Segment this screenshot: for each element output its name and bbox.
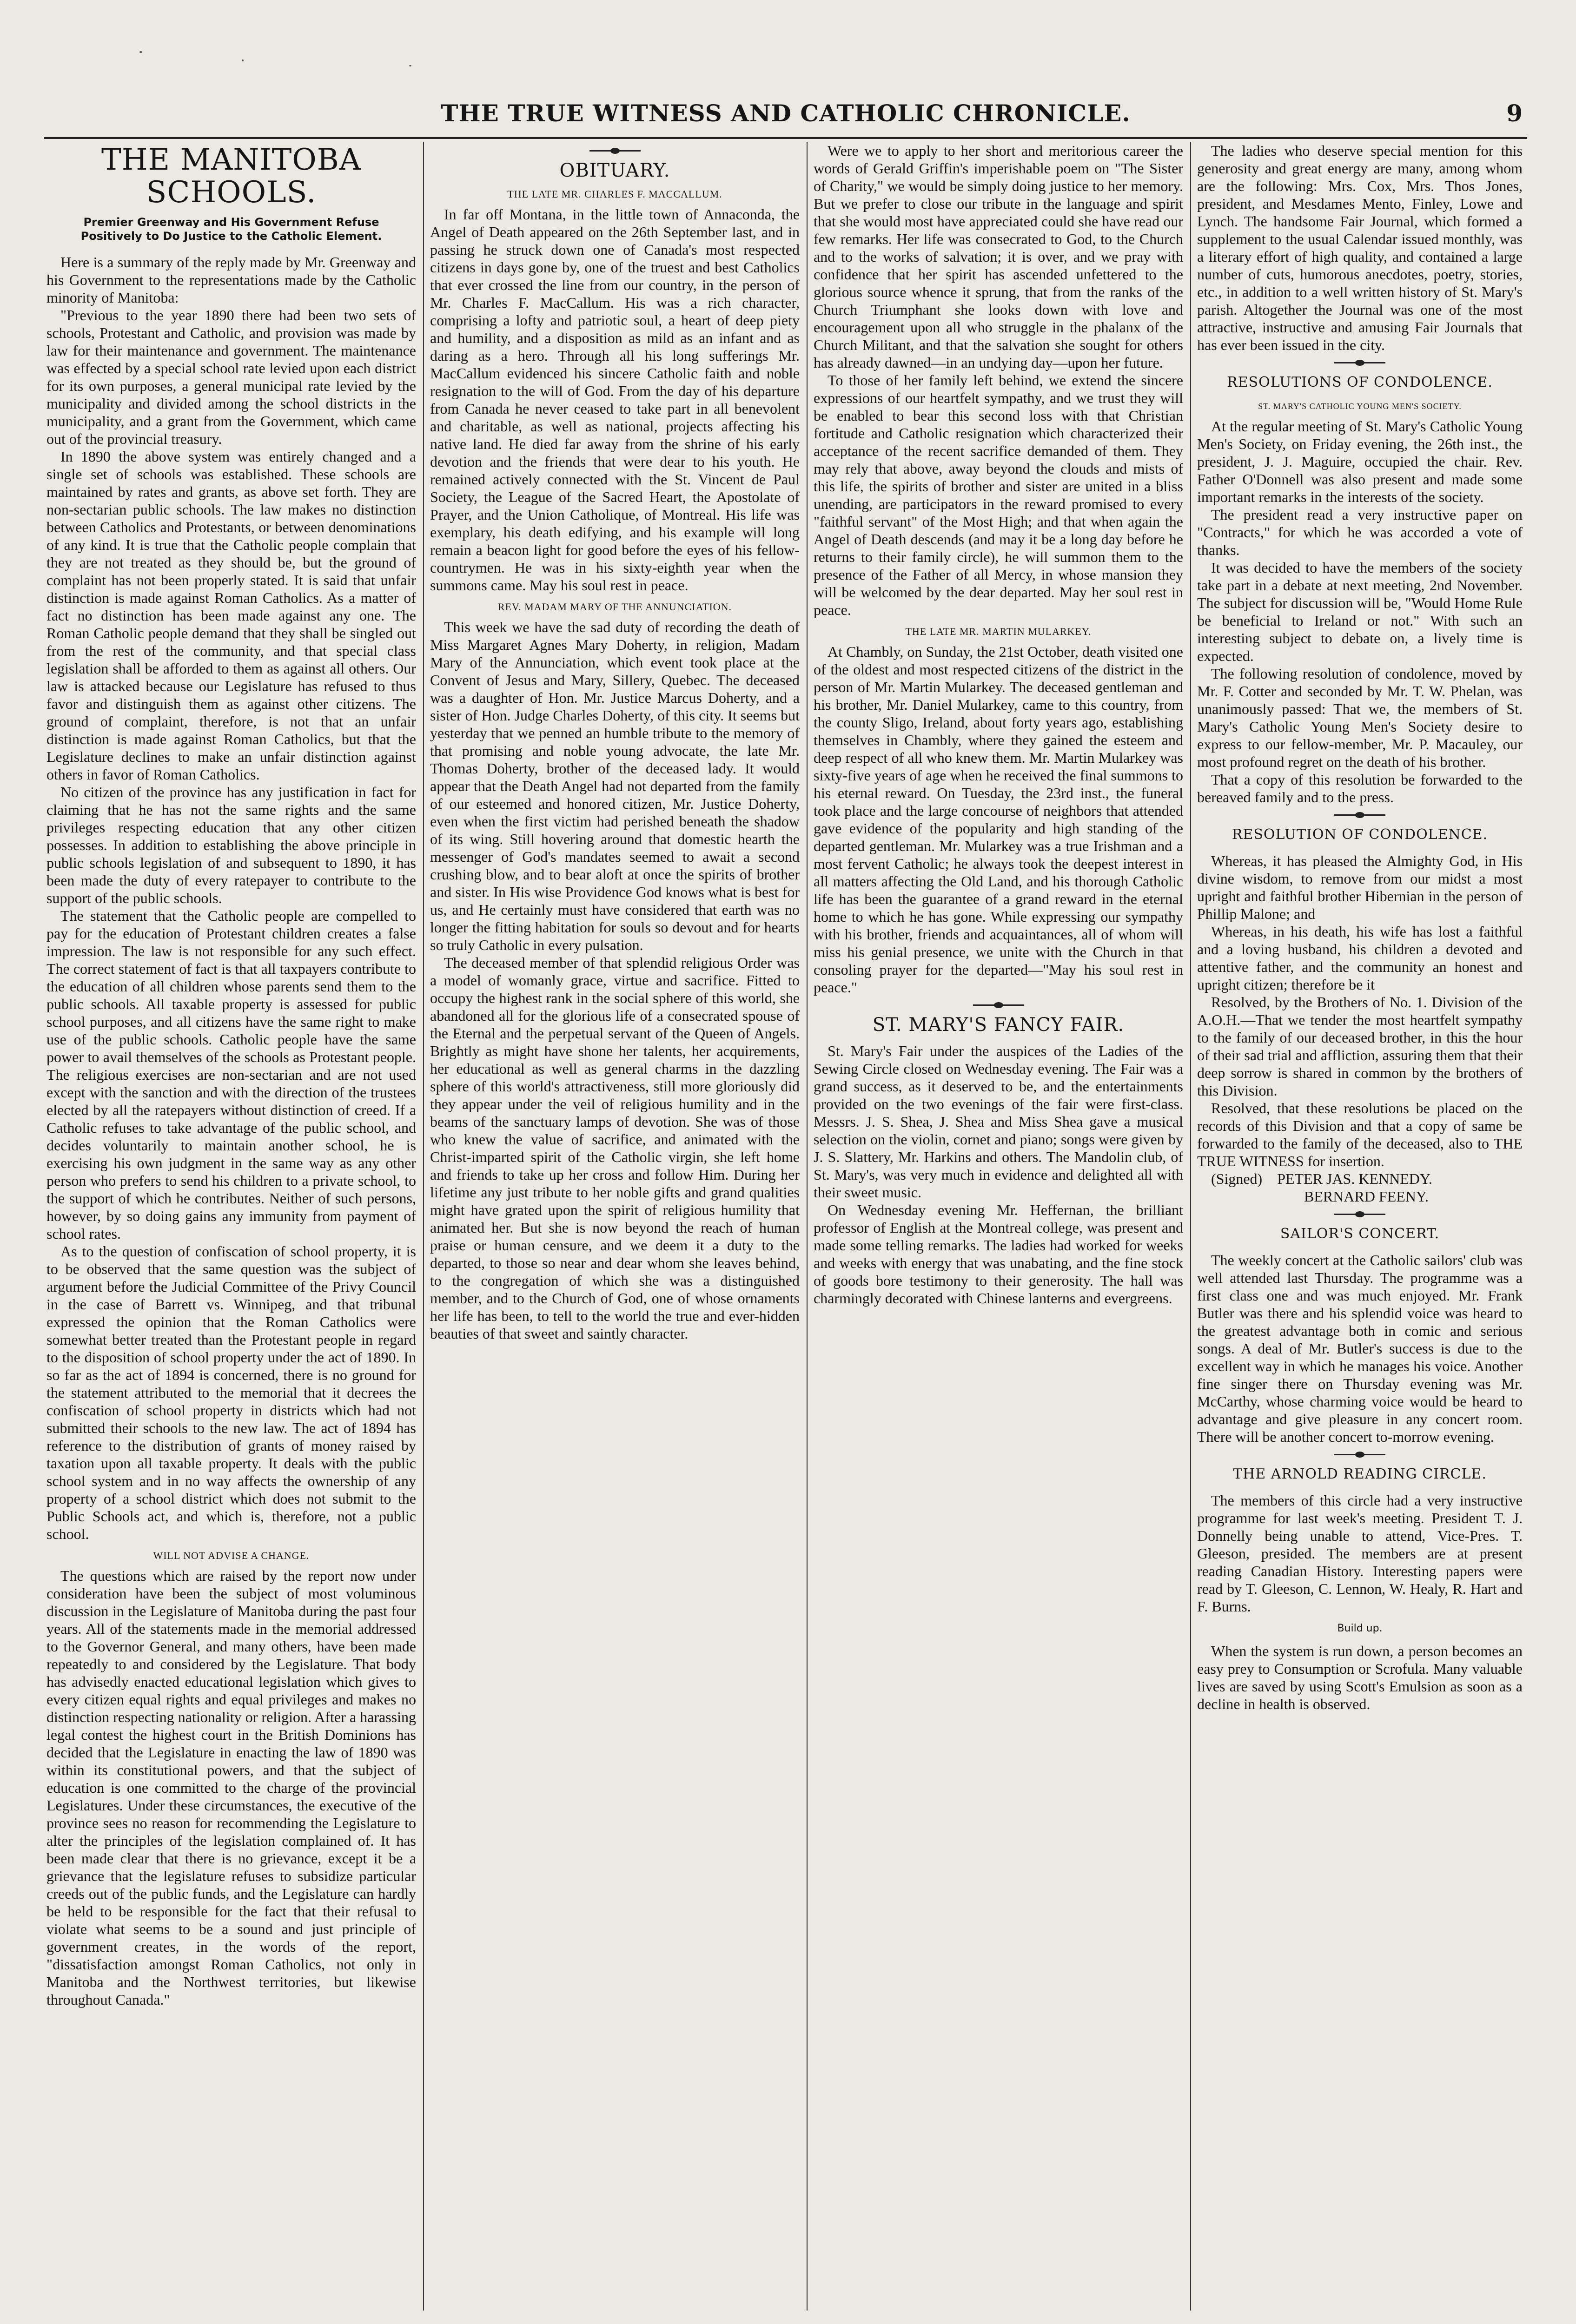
column-2 — [430, 142, 800, 2311]
article-headline: THE MANITOBA SCHOOLS. — [101, 143, 361, 210]
paragraph: St. Mary's Fair under the auspices of the Ladies of the Sewing Circle closed on Wednesday evening. The Fair was a grand success, as it deserved to be, and the entertainments provided on the two evenings of the fair were first-class. Messrs. J. S. Shea, J. Shea and Miss Shea gave a musical selection on the violin, cornet and piano; songs were given by J. S. Slattery, Mr. Harkins and others. The Mandolin club, of St. Mary's, was very much in evidence and delighted all with their sweet music. — [814, 1043, 1183, 1201]
paragraph: The statement that the Catholic people are compelled to pay for the education of Protestant children creates a false impression. The law is not responsible for any such effect. The correct statement of fact is that all taxpayers contribute to the education of all children whose parents send them to the public schools. All taxable property is assessed for public school purposes, and all citizens have the same right to make use of the public schools. Catholic people have the same power to avail themselves of the schools as Protestant people. The religious exercises are non-sectarian and are not used except with the sanction and with the direction of the trustees elected by all the ratepayers without distinction of creed. If a Catholic refuses to take advantage of the public school, and decides voluntarily to maintain another school, he is exercising his own judgment in the same way as any other person who prefers to send his children to a private school, to the support of which he contributes. Neither of such persons, however, by so doing gains any immunity from payment of school rates. — [46, 907, 416, 1242]
section-divider — [1334, 362, 1385, 363]
article-deck: Premier Greenway and His Government Refuse Positively to Do Justice to the Catholic Element. — [80, 216, 382, 243]
paragraph: In 1890 the above system was entirely changed and a single set of schools was established. These schools are maintained by rates and grants, as above set forth. They are non-sectarian public schools. The law makes no distinction between Catholics and Protestants, or between denominations of any kind. It is true that the Catholic people complain that they are not treated as they should be, but the ground of complaint has not been properly stated. It is said that unfair distinction is made against Roman Catholics. As a matter of fact no distinction has been made against any one. The Roman Catholic people demand that they shall be singled out from the rest of the community, and that special class legislation shall be afforded to them as against all others. Our law is attacked because our Legislature has refused to thus favor and distinguish them as against other citizens. The ground of complaint, therefore, is not that an unfair distinction is made against Roman Catholics, but that the Legislature declines to make an unfair distinction against others in favor of Roman Catholics. — [46, 448, 416, 783]
section-subhead: Build up. — [1337, 1623, 1383, 1634]
paragraph: Resolved, that these resolutions be placed on the records of this Division and that a copy of same be forwarded to the family of the deceased, also to THE TRUE WITNESS for insertion. — [1197, 1100, 1523, 1169]
paragraph: At the regular meeting of St. Mary's Catholic Young Men's Society, on Friday evening, the 26th inst., the president, J. J. Maguire, occupied the chair. Rev. Father O'Donnell was also present and made some important remarks in the interests of the society. — [1197, 418, 1523, 505]
signature-block — [1197, 1170, 1523, 1188]
paragraph: Were we to apply to her short and meritorious career the words of Gerald Griffin's imperishable poem on "The Sister of Charity," we would be simply doing justice to her memory. But we prefer to close our tribute in the language and spirit that she would most have appreciated could she have read our few remarks. Her life was consecrated to God, to the Church and to the works of salvation; it is over, and we pray with confidence that her spirit has ascended unfettered to the glorious source whence it sprung, that from the ranks of the Church Triumphant she looks down with love and encouragement upon all who struggle in the phalanx of the Church Militant, and that the salvation she sought for others has already dawned—in an undying day—upon her future. — [814, 142, 1183, 371]
section-heading: THE ARNOLD READING CIRCLE. — [1233, 1466, 1487, 1482]
paragraph: This week we have the sad duty of recording the death of Miss Margaret Agnes Mary Doherty, in religion, Madam Mary of the Annunciation, which event took place at the Convent of Jesus and Mary, Sillery, Quebec. The deceased was a daughter of Hon. Mr. Justice Marcus Doherty, and a sister of Hon. Judge Charles Doherty, of this city. It seems but yesterday that we penned an humble tribute to the memory of that promising and noble young advocate, the late Mr. Thomas Doherty, brother of the deceased lady. It would appear that the Death Angel had not departed from the family of our esteemed and honored citizen, Mr. Justice Doherty, even when the first victim had perished beneath the shadow of its wing. Still hovering around that domestic hearth the messenger of God's mandates seemed to await a second crushing blow, and to bear aloft at once the spirits of brother and sister. In His wise Providence God knows what is best for us, and He certainly must have considered that earth was no longer the fitting habitation for souls so devout and for hearts so truly Catholic in every pulsation. — [430, 619, 800, 953]
column-rule — [807, 142, 808, 2311]
paragraph: The weekly concert at the Catholic sailors' club was well attended last Thursday. The programme was a first class one and was much enjoyed. Mr. Frank Butler was there and his splendid voice was heard to the greatest advantage both in comic and serious songs. A deal of Mr. Butler's success is due to the excellent way in which he manages his voice. Another fine singer there on Thursday evening was Mr. McCarthy, whose charming voice would be heard to advantage and give pleasure in any concert room. There will be another concert to-morrow evening. — [1197, 1252, 1523, 1445]
paragraph: No citizen of the province has any justification in fact for claiming that he has not the same rights and the same privileges respecting education that any other citizen possesses. In addition to establishing the above principle in public schools legislation of and subsequent to 1890, it has been made the duty of every ratepayer to contribute to the support of the public schools. — [46, 784, 416, 906]
paragraph: When the system is run down, a person becomes an easy prey to Consumption or Scrofula. Many valuable lives are saved by using Scott's Emulsion as soon as a decline in health is observed. — [1197, 1643, 1523, 1712]
paragraph: Whereas, in his death, his wife has lost a faithful and a loving husband, his children a devoted and attentive father, and the community an honest and upright citizen; therefore be it — [1197, 923, 1523, 993]
section-heading: RESOLUTIONS OF CONDOLENCE. — [1227, 374, 1493, 390]
paragraph: The ladies who deserve special mention for this generosity and great energy are many, among whom are the following: Mrs. Cox, Mrs. Thos Jones, president, and Mesdames Mento, Finley, Lowe and Lynch. The handsome Fair Journal, which formed a supplement to the usual Calendar issued monthly, was a literary effort of high quality, and contained a large number of cuts, humorous anecdotes, poetry, stories, etc., in addition to a well written history of St. Mary's parish. Altogether the Journal was one of the most attractive, instructive and amusing Fair Journals that has ever been issued in the city. — [1197, 142, 1523, 353]
page-number: 9 — [1506, 99, 1523, 127]
masthead — [44, 93, 1527, 139]
section-subhead: REV. MADAM MARY OF THE ANNUNCIATION. — [497, 601, 732, 613]
section-heading: OBITUARY. — [559, 160, 670, 181]
column-1 — [46, 142, 416, 2311]
newspaper-title: THE TRUE WITNESS AND CATHOLIC CHRONICLE. — [441, 99, 1131, 127]
paragraph: Resolved, by the Brothers of No. 1. Division of the A.O.H.—That we tender the most heartfelt sympathy to the family of our deceased brother, in this the hour of their sad trial and affliction, assuring them that their deep sorrow is shared in common by the brothers of this Division. — [1197, 994, 1523, 1099]
section-subhead: THE LATE MR. MARTIN MULARKEY. — [905, 626, 1092, 637]
paragraph: The members of this circle had a very instructive programme for last week's meeting. President T. J. Donnelly being unable to attend, Vice-Pres. T. Gleeson, presided. The members are at present reading Canadian History. Interesting papers were read by T. Gleeson, C. Lennon, W. Healy, R. Hart and F. Burns. — [1197, 1492, 1523, 1615]
paragraph: In far off Montana, in the little town of Annaconda, the Angel of Death appeared on the 26th September last, and in passing he struck down one of Canada's most respected citizens in days gone by, one of the truest and best Catholics that ever crossed the line from our country, in the person of Mr. Charles F. MacCallum. His was a rich character, comprising a lofty and patriotic soul, a heart of deep piety and humility, and a disposition as mild as an infant and as daring as a hero. Through all his long sufferings Mr. MacCallum evidenced his sincere Catholic faith and noble resignation to the will of God. From the day of his departure from Canada he never ceased to take part in all benevolent and charitable, as well as national, projects affecting his native land. He died far away from the shrine of his early devotion and the friends that were dear to his youth. He remained actively connected with the St. Vincent de Paul Society, the League of the Sacred Heart, the Apostolate of Prayer, and the Union Catholique, of Montreal. His life was exemplary, his death edifying, and his example will long remain a beacon light for good before the eyes of his fellow-countrymen. He was in his sixty-eighth year when the summons came. May his soul rest in peace. — [430, 206, 800, 594]
signature-block — [1197, 1188, 1523, 1205]
print-speck — [409, 65, 411, 66]
column-4 — [1197, 142, 1523, 2311]
section-heading: ST. MARY'S FANCY FAIR. — [872, 1014, 1125, 1036]
section-heading: SAILOR'S CONCERT. — [1280, 1226, 1440, 1242]
signer-name: BERNARD FEENY. — [1304, 1188, 1429, 1205]
paragraph: Here is a summary of the reply made by Mr. Greenway and his Government to the representations made by the Catholic minority of Manitoba: — [46, 254, 416, 306]
paragraph: It was decided to have the members of the society take part in a debate at next meeting, 2nd November. The subject for discussion will be, "Would Home Rule be beneficial to Ireland or not." With such an interesting subject to debate on, a lively time is expected. — [1197, 559, 1523, 664]
paragraph: Whereas, it has pleased the Almighty God, in His divine wisdom, to remove from our midst a most upright and faithful brother Hibernian in the person of Phillip Malone; and — [1197, 852, 1523, 922]
section-heading: RESOLUTION OF CONDOLENCE. — [1232, 826, 1488, 843]
paragraph: The president read a very instructive paper on "Contracts," for which he was accorded a vote of thanks. — [1197, 506, 1523, 558]
section-divider — [1334, 1454, 1385, 1455]
section-subhead: WILL NOT ADVISE A CHANGE. — [153, 1550, 310, 1561]
column-rule — [1190, 142, 1191, 2311]
section-divider — [1334, 1214, 1385, 1215]
section-divider — [589, 150, 641, 152]
print-speck — [139, 51, 142, 53]
column-rule — [423, 142, 424, 2311]
paragraph: The questions which are raised by the report now under consideration have been the subject of most voluminous discussion in the Legislature of Manitoba during the past four years. All of the statements made in the memorial addressed to the Governor General, and many others, have been made repeatedly to and considered by the Legislature. That body has advisedly enacted educational legislation which gives to every citizen equal rights and equal privileges and makes no distinction respecting nationality or religion. After a harassing legal contest the highest court in the British Dominions has decided that the Legislature in enacting the law of 1890 was within its constitutional powers, and that the subject of education is one committed to the charge of the provincial Legislatures. Under these circumstances, the executive of the province sees no reason for recommending the Legislature to alter the principles of the legislation complained of. It has been made clear that there is no grievance, except it be a grievance that the legislature refuses to subsidize particular creeds out of the public funds, and the Legislature can hardly be held to be responsible for the fact that their refusal to violate what seems to be a sound and just principle of government creates, in the words of the report, "dissatisfaction amongst Roman Catholics, not only in Manitoba and the Northwest territories, but likewise throughout Canada." — [46, 1567, 416, 2008]
paragraph: The deceased member of that splendid religious Order was a model of womanly grace, virtue and sacrifice. Fitted to occupy the highest rank in the social sphere of this world, she abandoned all for the glorious life of a consecrated spouse of the Eternal and the perpetual servant of the Queen of Angels. Brightly as might have shone her talents, her acquirements, her educational as well as general charms in the dazzling sphere of this world's attractiveness, still more gloriously did they appear under the veil of religious humility and in the beams of the sanctuary lamps of devotion. She was of those who knew the value of sacrifice, and animated with the Christ-imparted spirit of the Catholic virgin, she left home and friends to take up her cross and follow Him. During her lifetime any just tribute to her noble gifts and grand qualities might have grated upon the spirit of religious humility that animated her. But she is now beyond the reach of human praise or human censure, and we deem it a duty to the departed, to those so near and dear whom she leaves behind, to the congregation of which she was a distinguished member, and to the Church of God, one of whose ornaments her life has been, to tell to the world the true and ever-hidden beauties of that sweet and saintly character. — [430, 954, 800, 1342]
print-speck — [242, 59, 244, 61]
section-divider — [1334, 814, 1385, 816]
signed-label: (Signed) — [1211, 1170, 1263, 1187]
section-subhead: ST. MARY'S CATHOLIC YOUNG MEN'S SOCIETY. — [1258, 402, 1462, 411]
section-divider — [973, 1004, 1024, 1006]
paragraph: That a copy of this resolution be forwarded to the bereaved family and to the press. — [1197, 771, 1523, 805]
paragraph: On Wednesday evening Mr. Heffernan, the brilliant professor of English at the Montreal college, was present and made some telling remarks. The ladies had worked for weeks and weeks with energy that was unabating, and the fine stock of goods bore testimony to their generosity. The hall was charmingly decorated with Chinese lanterns and evergreens. — [814, 1202, 1183, 1307]
paragraph: As to the question of confiscation of school property, it is to be observed that the same question was the subject of argument before the Judicial Committee of the Privy Council in the case of Barrett vs. Winnipeg, and that tribunal expressed the opinion that the Roman Catholics were somewhat better treated than the Protestant people in regard to the disposition of school property under the act of 1890. In so far as the act of 1894 is concerned, there is no ground for the statement attributed to the memorial that it decrees the confiscation of school property in districts which had not submitted their schools to the new law. The act of 1894 has reference to the distribution of grants of money raised by taxation upon all taxable property. It deals with the public school system and in no way affects the ownership of any property of a school district which does not submit to the Public Schools act, and which is, therefore, not a public school. — [46, 1243, 416, 1542]
section-subhead: THE LATE MR. CHARLES F. MACCALLUM. — [507, 188, 722, 200]
paragraph: The following resolution of condolence, moved by Mr. F. Cotter and seconded by Mr. T. W. Phelan, was unanimously passed: That we, the members of St. Mary's Catholic Young Men's Society desire to express to our fellow-member, Mr. P. Macauley, our most profound regret on the death of his brother. — [1197, 665, 1523, 770]
signer-name: PETER JAS. KENNEDY. — [1277, 1170, 1432, 1187]
paragraph: "Previous to the year 1890 there had been two sets of schools, Protestant and Catholic, and provision was made by law for their maintenance and government. The maintenance was effected by a special school rate levied upon each district for its own purposes, a general municipal rate levied by the municipality and divided among the school districts in the municipality, and a grant from the Government, which came out of the provincial treasury. — [46, 307, 416, 447]
column-3 — [814, 142, 1183, 2311]
paragraph: To those of her family left behind, we extend the sincere expressions of our heartfelt sympathy, and we trust they will be enabled to bear this second loss with that Christian fortitude and Catholic resignation which characterized their acceptance of the recent sacrifice demanded of them. They may rely that above, away beyond the clouds and mists of this life, the spirits of brother and sister are united in a bliss unending, are participators in the reward promised to every "faithful servant" of the Most High; and that when again the Angel of Death descends (and may it be a long day before he returns to their family circle), he will summon them to the presence of the Father of all Mercy, in whose mansion they will be welcomed by the dear departed. May her soul rest in peace. — [814, 372, 1183, 618]
paragraph: At Chambly, on Sunday, the 21st October, death visited one of the oldest and most respected citizens of the district in the person of Mr. Martin Mularkey. The deceased gentleman and his brother, Mr. Daniel Mularkey, came to this country, from the county Sligo, Ireland, about forty years ago, establishing themselves in Chambly, where they gained the esteem and deep respect of all who knew them. Mr. Martin Mularkey was sixty-five years of age when he received the final summons to his eternal reward. On Tuesday, the 23rd inst., the funeral took place and the large concourse of neighbors that attended gave evidence of the popularity and high standing of the departed gentleman. Mr. Mularkey was a true Irishman and a most fervent Catholic; he always took the deepest interest in all matters affecting the Old Land, and his thorough Catholic life has been the guarantee of a grand reward in the eternal home to which he has gone. While expressing our sympathy with his brother, friends and acquaintances, all of whom will miss his genial presence, we unite with the Church in that consoling prayer for the departed—"May his soul rest in peace." — [814, 643, 1183, 996]
